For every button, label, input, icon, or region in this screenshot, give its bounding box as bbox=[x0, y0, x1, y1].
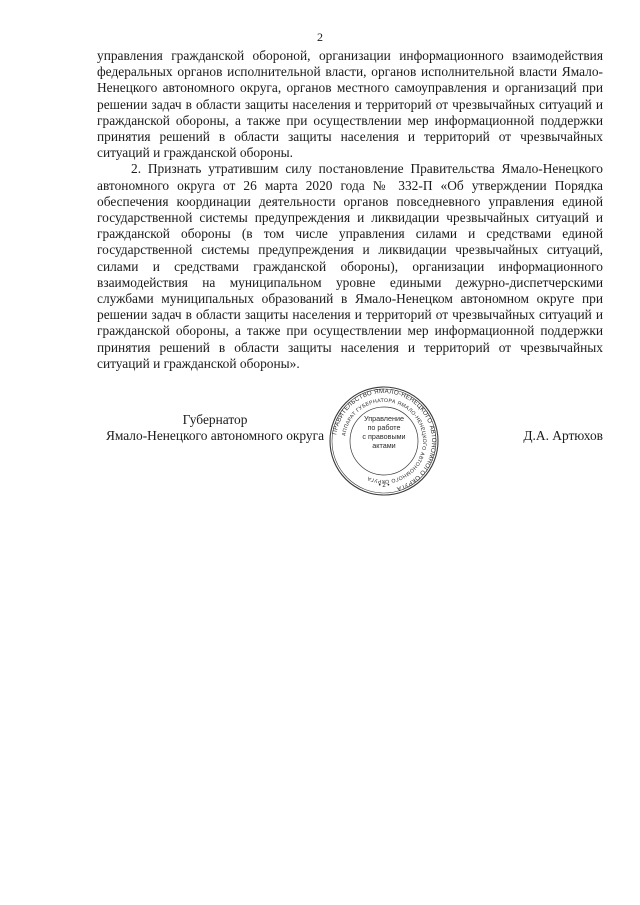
signatory-region: Ямало-Ненецкого автономного округа bbox=[105, 428, 325, 444]
signatory-position: Губернатор bbox=[182, 412, 248, 427]
stamp-inner-line-2: по работе bbox=[367, 423, 401, 432]
paragraph-continuation: управления гражданской обороной, организации информационного взаимодействия федеральных органов исполнительной власти, органов исполнительной власти Ямало-Ненецкого автономного округа, органов местного самоуправления и организаций при решении задач в области защиты населения и территорий от чрезвычайных ситуаций и гражданской обороны, а также при осуществлении мер информационной поддержки принятия решений в области защиты населения и территорий от чрезвычайных ситуаций и гражданской обороны. bbox=[97, 48, 603, 161]
stamp-inner-line-3: с правовыми bbox=[362, 432, 406, 441]
official-stamp bbox=[320, 385, 448, 497]
stamp-inner-line-4: актами bbox=[372, 441, 396, 450]
page-number: 2 bbox=[317, 30, 323, 44]
paragraph-item-2: 2. Признать утратившим силу постановление Правительства Ямало-Ненецкого автономного округа от 26 марта 2020 года № 332-П «Об утверждении Порядка обеспечения координации деятельности органов повседневного управления единой государственной системы предупреждения и ликвидации чрезвычайных ситуаций и гражданской обороны (в том числе управления силами и средствами единой государственной системы предупреждения и ликвидации чрезвычайных ситуаций, силами и средствами гражданской обороны), организации информационного взаимодействия на муниципальном уровне едиными дежурно-диспетчерскими службами муниципальных образований в Ямало-Ненецком автономном округе при решении задач в области защиты населения и территорий от чрезвычайных ситуаций и гражданской обороны, а также при осуществлении мер информационной поддержки принятия решений в области защиты населения и территорий от чрезвычайных ситуаций и гражданской обороны». bbox=[97, 161, 603, 371]
stamp-number: • 2 • bbox=[378, 483, 390, 489]
signatory-name: Д.А. Артюхов bbox=[523, 428, 603, 443]
document-body bbox=[97, 48, 603, 372]
stamp-middle-ring: АППАРАТ ГУБЕРНАТОРА ЯМАЛО-НЕНЕЦКОГО АВТОНОМНОГО ОКРУГА bbox=[341, 397, 428, 485]
stamp-seal-icon bbox=[320, 385, 448, 497]
signatory-title bbox=[97, 412, 333, 444]
stamp-outer-ring: ПРАВИТЕЛЬСТВО ЯМАЛО-НЕНЕЦКОГО АВТОНОМНОГО ОКРУГА bbox=[331, 387, 438, 493]
stamp-inner-line-1: Управление bbox=[364, 414, 404, 423]
